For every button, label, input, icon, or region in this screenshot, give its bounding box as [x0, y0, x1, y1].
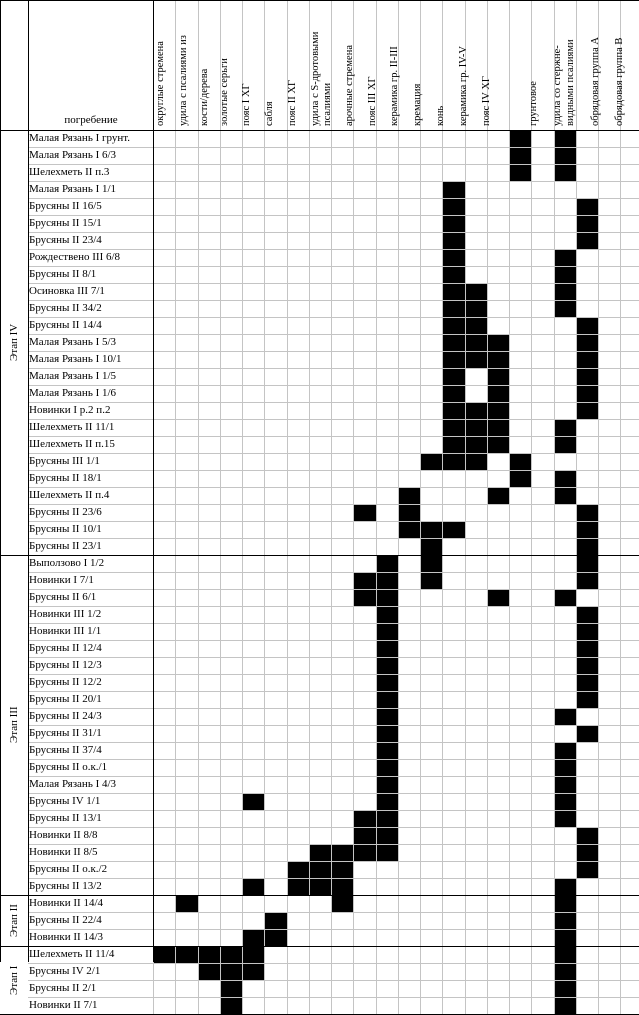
feature-column-header: сабля: [264, 101, 275, 126]
filled-cell: [353, 504, 376, 522]
filled-cell: [576, 861, 599, 879]
burial-label: Малая Рязань I 6/3: [29, 149, 117, 161]
filled-cell: [487, 436, 510, 454]
filled-cell: [509, 470, 532, 488]
burial-label: Новинки II 14/4: [29, 897, 104, 909]
filled-cell: [220, 980, 243, 998]
filled-cell: [554, 759, 577, 777]
grid-col-line: [353, 0, 354, 1014]
burial-label: Малая Рязань I 10/1: [29, 353, 122, 365]
grid-col-line: [509, 0, 510, 1014]
filled-cell: [331, 844, 354, 862]
filled-cell: [198, 946, 221, 964]
filled-cell: [554, 912, 577, 930]
burial-label: Шелехметь II 11/4: [29, 948, 115, 960]
grid-col-line: [487, 0, 488, 1014]
filled-cell: [376, 844, 399, 862]
filled-cell: [442, 249, 465, 267]
filled-cell: [465, 351, 488, 369]
grid-col-line: [242, 0, 243, 1014]
filled-cell: [487, 351, 510, 369]
filled-cell: [376, 589, 399, 607]
burial-label: Шелехметь II п.4: [29, 489, 110, 501]
filled-cell: [242, 963, 265, 981]
burial-label: Малая Рязань I 5/3: [29, 336, 117, 348]
filled-cell: [554, 878, 577, 896]
filled-cell: [309, 844, 332, 862]
filled-cell: [554, 589, 577, 607]
filled-cell: [487, 334, 510, 352]
burial-label: Шелехметь II п.3: [29, 166, 110, 178]
filled-cell: [554, 164, 577, 182]
burial-label: Брусяны II 16/5: [29, 200, 102, 212]
filled-cell: [264, 929, 287, 947]
filled-cell: [242, 793, 265, 811]
filled-cell: [353, 810, 376, 828]
filled-cell: [376, 555, 399, 573]
burial-label: Брусяны II 20/1: [29, 693, 102, 705]
filled-cell: [287, 861, 310, 879]
filled-cell: [420, 453, 443, 471]
burial-label: Брусяны III 1/1: [29, 455, 100, 467]
filled-cell: [576, 521, 599, 539]
filled-cell: [376, 691, 399, 709]
filled-cell: [442, 283, 465, 301]
burial-label: Брусяны II 6/1: [29, 591, 97, 603]
filled-cell: [376, 640, 399, 658]
filled-cell: [198, 963, 221, 981]
feature-column-header: видными псалиями: [565, 39, 576, 126]
filled-cell: [554, 793, 577, 811]
burial-label: Новинки II 8/8: [29, 829, 98, 841]
filled-cell: [242, 878, 265, 896]
filled-cell: [442, 334, 465, 352]
feature-column-header: пояс I XГ: [241, 83, 252, 126]
filled-cell: [465, 453, 488, 471]
filled-cell: [465, 402, 488, 420]
grid-col-line: [331, 0, 332, 1014]
filled-cell: [576, 351, 599, 369]
filled-cell: [576, 504, 599, 522]
grid-col-line: [598, 0, 599, 1014]
filled-cell: [398, 504, 421, 522]
burial-label: Брусяны II 23/6: [29, 506, 102, 518]
filled-cell: [509, 130, 532, 148]
burial-label: Брусяны II 8/1: [29, 268, 97, 280]
filled-cell: [331, 895, 354, 913]
filled-cell: [487, 419, 510, 437]
burial-label: Брусяны II 18/1: [29, 472, 102, 484]
filled-cell: [376, 827, 399, 845]
feature-column-header: обрядовая группа В: [614, 37, 625, 126]
filled-cell: [465, 419, 488, 437]
label-divider: [153, 0, 154, 962]
stage-label: Этап I: [8, 965, 20, 995]
filled-cell: [309, 861, 332, 879]
stage-label: Этап II: [8, 904, 20, 937]
filled-cell: [442, 351, 465, 369]
feature-column-header: кремация: [412, 83, 423, 126]
burial-label: Новинки III 1/1: [29, 625, 102, 637]
filled-cell: [376, 725, 399, 743]
filled-cell: [398, 521, 421, 539]
grid-col-line: [198, 0, 199, 1014]
filled-cell: [442, 453, 465, 471]
stage-label: Этап IV: [8, 323, 20, 362]
filled-cell: [554, 266, 577, 284]
filled-cell: [576, 215, 599, 233]
filled-cell: [576, 368, 599, 386]
feature-column-header: грунтовое: [528, 81, 539, 126]
filled-cell: [376, 793, 399, 811]
filled-cell: [353, 589, 376, 607]
filled-cell: [554, 929, 577, 947]
filled-cell: [554, 742, 577, 760]
burial-label: Новинки I 7/1: [29, 574, 94, 586]
filled-cell: [420, 572, 443, 590]
filled-cell: [353, 572, 376, 590]
filled-cell: [465, 436, 488, 454]
filled-cell: [442, 436, 465, 454]
filled-cell: [509, 147, 532, 165]
filled-cell: [264, 912, 287, 930]
filled-cell: [554, 776, 577, 794]
burial-label: Брусяны II 15/1: [29, 217, 102, 229]
feature-column-header: золотые серьги: [219, 58, 230, 126]
filled-cell: [576, 674, 599, 692]
filled-cell: [465, 317, 488, 335]
grid-col-line: [220, 0, 221, 1014]
feature-column-header: пояс II XГ: [287, 79, 298, 126]
filled-cell: [376, 606, 399, 624]
grid-col-line: [309, 0, 310, 1014]
filled-cell: [442, 402, 465, 420]
feature-column-header: удила с S-дротовыми: [310, 31, 321, 126]
filled-cell: [220, 946, 243, 964]
feature-column-header: округлые стремена: [155, 41, 166, 126]
burial-label: Брусяны II 13/1: [29, 812, 102, 824]
filled-cell: [465, 283, 488, 301]
filled-cell: [576, 844, 599, 862]
filled-cell: [487, 385, 510, 403]
grid-col-line: [442, 0, 443, 1014]
feature-column-header: удила с псалиями из: [178, 35, 189, 126]
burial-label: Малая Рязань I 4/3: [29, 778, 117, 790]
filled-cell: [554, 436, 577, 454]
burial-label: Малая Рязань I 1/5: [29, 370, 117, 382]
grid-col-line: [620, 0, 621, 1014]
filled-cell: [465, 300, 488, 318]
burial-label: Брусяны II 31/1: [29, 727, 102, 739]
grid-col-line: [531, 0, 532, 1014]
burial-label: Брусяны II 23/4: [29, 234, 102, 246]
filled-cell: [442, 419, 465, 437]
filled-cell: [398, 487, 421, 505]
burial-label: Шелехметь II 11/1: [29, 421, 115, 433]
filled-cell: [353, 827, 376, 845]
burial-label: Брусяны II 37/4: [29, 744, 102, 756]
filled-cell: [576, 402, 599, 420]
filled-cell: [576, 555, 599, 573]
filled-cell: [576, 385, 599, 403]
filled-cell: [376, 572, 399, 590]
burial-label: Новинки I р.2 п.2: [29, 404, 111, 416]
filled-cell: [442, 215, 465, 233]
burial-label: Малая Рязань I грунт.: [29, 132, 130, 144]
filled-cell: [554, 300, 577, 318]
burial-column-header: погребение: [64, 114, 118, 126]
filled-cell: [242, 946, 265, 964]
filled-cell: [576, 606, 599, 624]
filled-cell: [420, 555, 443, 573]
filled-cell: [576, 334, 599, 352]
filled-cell: [376, 742, 399, 760]
filled-cell: [420, 538, 443, 556]
filled-cell: [376, 657, 399, 675]
feature-column-header: керамика гр. II-III: [389, 46, 400, 126]
burial-label: Брусяны II 12/3: [29, 659, 102, 671]
filled-cell: [554, 147, 577, 165]
burial-label: Рождествено III 6/8: [29, 251, 121, 263]
burial-label: Новинки III 1/2: [29, 608, 102, 620]
burial-label: Брусяны II о.к./1: [29, 761, 108, 773]
filled-cell: [175, 895, 198, 913]
filled-cell: [487, 589, 510, 607]
burial-label: Брусяны II о.к./2: [29, 863, 108, 875]
filled-cell: [576, 317, 599, 335]
filled-cell: [309, 878, 332, 896]
burial-label: Брусяны II 2/1: [29, 982, 97, 994]
filled-cell: [576, 232, 599, 250]
feature-column-header: удила со стержне-: [552, 45, 563, 126]
filled-cell: [554, 470, 577, 488]
filled-cell: [576, 572, 599, 590]
burial-label: Брусяны II 22/4: [29, 914, 102, 926]
filled-cell: [331, 861, 354, 879]
filled-cell: [554, 946, 577, 964]
filled-cell: [509, 164, 532, 182]
filled-cell: [576, 725, 599, 743]
filled-cell: [487, 487, 510, 505]
filled-cell: [242, 929, 265, 947]
burial-label: Новинки II 7/1: [29, 999, 98, 1011]
filled-cell: [576, 657, 599, 675]
burial-label: Осиновка III 7/1: [29, 285, 105, 297]
feature-column-header: керамика гр. IV-V: [458, 46, 469, 126]
filled-cell: [465, 334, 488, 352]
burial-label: Новинки II 14/3: [29, 931, 104, 943]
filled-cell: [554, 963, 577, 981]
filled-cell: [576, 538, 599, 556]
filled-cell: [376, 776, 399, 794]
filled-cell: [353, 844, 376, 862]
table-top-border: [0, 0, 639, 1]
filled-cell: [442, 521, 465, 539]
grid-col-line: [287, 0, 288, 1014]
filled-cell: [331, 878, 354, 896]
burial-label: Брусяны II 34/2: [29, 302, 102, 314]
filled-cell: [376, 674, 399, 692]
filled-cell: [175, 946, 198, 964]
filled-cell: [442, 300, 465, 318]
grid-col-line: [576, 0, 577, 1014]
filled-cell: [376, 708, 399, 726]
table-left-border: [0, 0, 1, 962]
burial-label: Брусяны IV 2/1: [29, 965, 101, 977]
filled-cell: [554, 419, 577, 437]
grid-col-line: [376, 0, 377, 1014]
filled-cell: [376, 623, 399, 641]
filled-cell: [509, 453, 532, 471]
filled-cell: [442, 317, 465, 335]
burial-label: Брусяны II 10/1: [29, 523, 102, 535]
filled-cell: [576, 623, 599, 641]
feature-column-header: пояс IV XГ: [481, 76, 492, 126]
feature-column-header: конь: [435, 105, 446, 126]
grid-col-line: [554, 0, 555, 1014]
burial-label: Малая Рязань I 1/6: [29, 387, 117, 399]
grid-col-line: [175, 0, 176, 1014]
filled-cell: [576, 640, 599, 658]
filled-cell: [554, 130, 577, 148]
filled-cell: [220, 997, 243, 1015]
burial-label: Брусяны II 23/1: [29, 540, 102, 552]
burial-label: Новинки II 8/5: [29, 846, 98, 858]
feature-column-header: обрядовая группа А: [590, 37, 601, 126]
filled-cell: [442, 266, 465, 284]
grid-col-line: [420, 0, 421, 1014]
filled-cell: [554, 487, 577, 505]
filled-cell: [153, 946, 176, 964]
filled-cell: [442, 198, 465, 216]
filled-cell: [376, 810, 399, 828]
filled-cell: [487, 368, 510, 386]
filled-cell: [576, 827, 599, 845]
filled-cell: [576, 691, 599, 709]
feature-column-header: кости/дерева: [199, 68, 210, 126]
filled-cell: [554, 895, 577, 913]
burial-label: Брусяны II 14/4: [29, 319, 102, 331]
feature-column-header: пояс III XГ: [367, 76, 378, 126]
feature-column-header: арочные стремена: [344, 44, 355, 126]
filled-cell: [554, 980, 577, 998]
burial-label: Брусяны II 24/3: [29, 710, 102, 722]
grid-col-line: [465, 0, 466, 1014]
filled-cell: [554, 283, 577, 301]
filled-cell: [287, 878, 310, 896]
filled-cell: [376, 759, 399, 777]
filled-cell: [554, 997, 577, 1015]
burial-label: Выползово I 1/2: [29, 557, 105, 569]
burial-label: Брусяны II 13/2: [29, 880, 102, 892]
filled-cell: [420, 521, 443, 539]
burial-label: Шелехметь II п.15: [29, 438, 115, 450]
filled-cell: [442, 385, 465, 403]
burial-label: Малая Рязань I 1/1: [29, 183, 117, 195]
filled-cell: [220, 963, 243, 981]
grid-col-line: [264, 0, 265, 1014]
feature-column-header: псалиями: [322, 82, 333, 126]
filled-cell: [576, 198, 599, 216]
filled-cell: [442, 368, 465, 386]
grid-col-line: [398, 0, 399, 1014]
burial-label: Брусяны II 12/4: [29, 642, 102, 654]
filled-cell: [442, 181, 465, 199]
filled-cell: [554, 810, 577, 828]
filled-cell: [442, 232, 465, 250]
burial-label: Брусяны IV 1/1: [29, 795, 101, 807]
filled-cell: [554, 249, 577, 267]
filled-cell: [487, 402, 510, 420]
stage-label: Этап III: [8, 706, 20, 744]
burial-label: Брусяны II 12/2: [29, 676, 102, 688]
filled-cell: [554, 708, 577, 726]
